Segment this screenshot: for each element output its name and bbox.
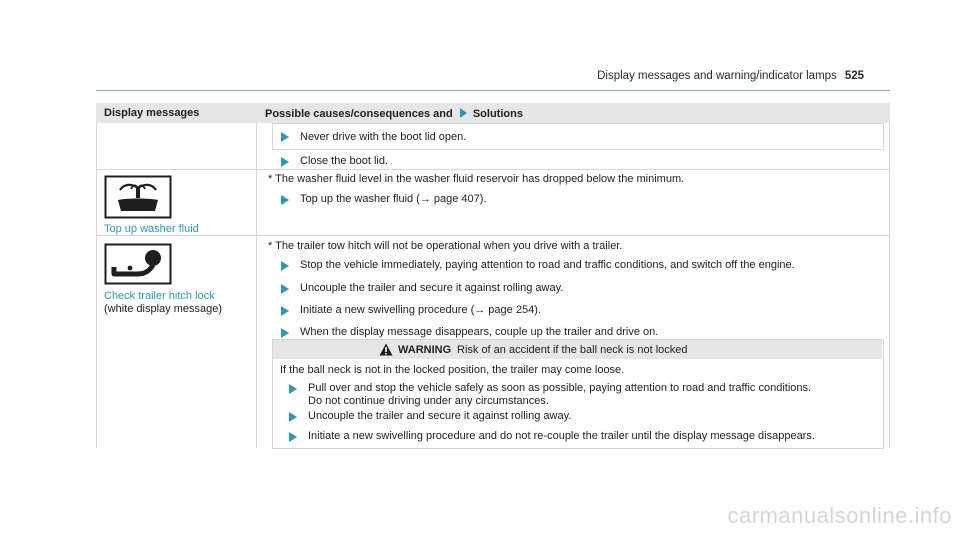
column-divider (256, 123, 257, 448)
row-divider (96, 235, 890, 236)
right-border (889, 123, 890, 448)
trailer-hitch-icon (104, 243, 172, 285)
row-divider (96, 169, 890, 170)
col-header-causes-label: Possible causes/consequences and (265, 108, 453, 120)
message-note: (white display message) (104, 303, 222, 315)
arrow-icon (281, 261, 289, 271)
left-border (96, 123, 97, 448)
col-header-causes (265, 107, 523, 120)
warning-step-text: Uncouple the trailer and secure it against rolling away. (308, 410, 572, 422)
step-text: Top up the washer fluid (→ page 407). (300, 193, 487, 205)
warning-triangle-icon (379, 343, 393, 356)
arrow-icon (281, 328, 289, 338)
page-header (597, 70, 864, 82)
warning-step-text: Do not continue driving under any circumstances. (308, 395, 549, 407)
message-top-up-washer-fluid: Top up washer fluid (104, 223, 199, 235)
col-header-display-messages: Display messages (104, 107, 200, 119)
step-text: Close the boot lid. (300, 155, 389, 167)
arrow-icon (281, 284, 289, 294)
warning-text: If the ball neck is not in the locked position, the trailer may come loose. (280, 364, 625, 376)
arrow-icon (460, 108, 467, 118)
warning-title: Risk of an accident if the ball neck is not locked (457, 344, 688, 356)
cause-text: * The trailer tow hitch will not be operational when you drive with a trailer. (268, 240, 623, 252)
boxed-step-text: Never drive with the boot lid open. (300, 131, 467, 143)
step-text: Initiate a new swivelling procedure (→ page 254). (300, 304, 541, 316)
arrow-icon (281, 157, 289, 167)
arrow-icon (289, 412, 297, 422)
boxed-step (272, 123, 884, 150)
warning-label: WARNING (398, 344, 452, 356)
section-title: Display messages and warning/indicator lamps (597, 70, 837, 82)
arrow-icon (289, 384, 297, 394)
header-rule (96, 90, 890, 91)
step-text: Stop the vehicle immediately, paying attention to road and traffic conditions, and switch off the engine. (300, 259, 795, 271)
warning-step-text: Pull over and stop the vehicle safely as soon as possible, paying attention to road and traffic conditions. (308, 382, 812, 394)
arrow-icon (281, 132, 289, 142)
step-text: When the display message disappears, couple up the trailer and drive on. (300, 326, 659, 338)
page-number: 525 (844, 70, 864, 82)
arrow-icon (281, 195, 289, 205)
message-check-trailer-hitch-lock: Check trailer hitch lock (104, 290, 215, 302)
warning-step-text: Initiate a new swivelling procedure and do not re-couple the trailer until the display message disappears. (308, 430, 815, 442)
col-header-solutions-label: Solutions (472, 108, 523, 120)
washer-fluid-icon (104, 175, 172, 219)
step-text: Uncouple the trailer and secure it against rolling away. (300, 282, 564, 294)
watermark: carmanualsonline.info (727, 503, 952, 528)
arrow-icon (289, 432, 297, 442)
messages-table (96, 103, 890, 448)
cause-text: * The washer fluid level in the washer fluid reservoir has dropped below the minimum. (268, 173, 685, 185)
arrow-icon (281, 306, 289, 316)
